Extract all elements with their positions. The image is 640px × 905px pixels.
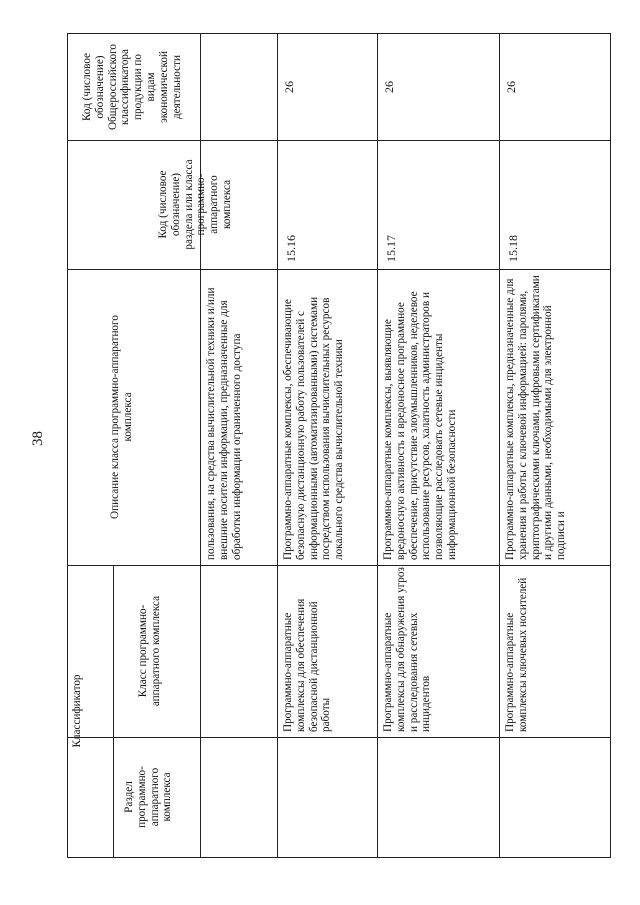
header-section: Раздел программно- аппаратного комплекса bbox=[123, 766, 174, 828]
row-separator-2 bbox=[377, 33, 378, 858]
header-code-class: Код (числовое обозначение) раздела или класса программно- аппаратного комплекса bbox=[157, 159, 233, 250]
header-classifier: Классификатор bbox=[71, 674, 83, 748]
row-4-description: Программно-аппаратные комплексы, предназначенные для хранения и работы с ключевой информацией: паролями, криптографическими ключами, цифровыми сертификатами и другими данными, необходимыми для электронной подписи и bbox=[504, 275, 568, 560]
header-code-okpd: Код (числовое обозначение) Общероссийского классификатора продукции по видам экономической деятельности bbox=[81, 43, 183, 131]
row-3-code-okpd: 26 bbox=[382, 81, 396, 93]
table-border-left bbox=[67, 33, 68, 858]
row-3-code-class: 15.17 bbox=[384, 235, 398, 262]
table-border-top bbox=[67, 33, 611, 34]
classifier-subheader-line bbox=[113, 565, 114, 858]
row-2-class: Программно-аппаратные комплексы для обеспечения безопасной дистанционной работы bbox=[282, 598, 333, 732]
row-2-description: Программно-аппаратные комплексы, обеспечивающие безопасную дистанционную работу пользователей с информационными (автоматизированными) системами посредством использования вычислительных ресурсов локального средства вычислительной техники bbox=[282, 296, 346, 560]
row-4-code-okpd: 26 bbox=[504, 81, 518, 93]
table-border-bottom bbox=[67, 857, 611, 858]
row-4-class: Программно-аппаратные комплексы ключевых носителей bbox=[504, 577, 529, 732]
row-3-description: Программно-аппаратные комплексы, выявляющие вредоносную активность и вредоносное программное обеспечение, присутствие злоумышленников, неделевое использование ресурсов, халатность администраторов и позволяющие расследовать сетевые инциденты информационной безопасности bbox=[382, 291, 458, 560]
row-4-code-class: 15.18 bbox=[506, 235, 520, 262]
row-2-code-class: 15.16 bbox=[284, 235, 298, 262]
row-1-description: пользования, на средства вычислительной техники и/или внешние носители информации, предназначенные для обработки информации ограниченного доступа bbox=[205, 287, 243, 560]
header-class: Класс программно- аппаратного комплекса bbox=[137, 595, 162, 707]
classifier-table bbox=[67, 33, 611, 858]
page-number: 38 bbox=[30, 431, 46, 446]
row-2-code-okpd: 26 bbox=[282, 81, 296, 93]
row-separator-1 bbox=[277, 33, 278, 858]
header-description: Описание класса программно-аппаратного комплекса bbox=[109, 315, 134, 519]
row-3-class: Программно-аппаратные комплексы для обнаружения угроз и расследования сетевых инцидентов bbox=[382, 567, 433, 732]
table-border-right bbox=[610, 33, 611, 858]
row-separator-3 bbox=[499, 33, 500, 858]
